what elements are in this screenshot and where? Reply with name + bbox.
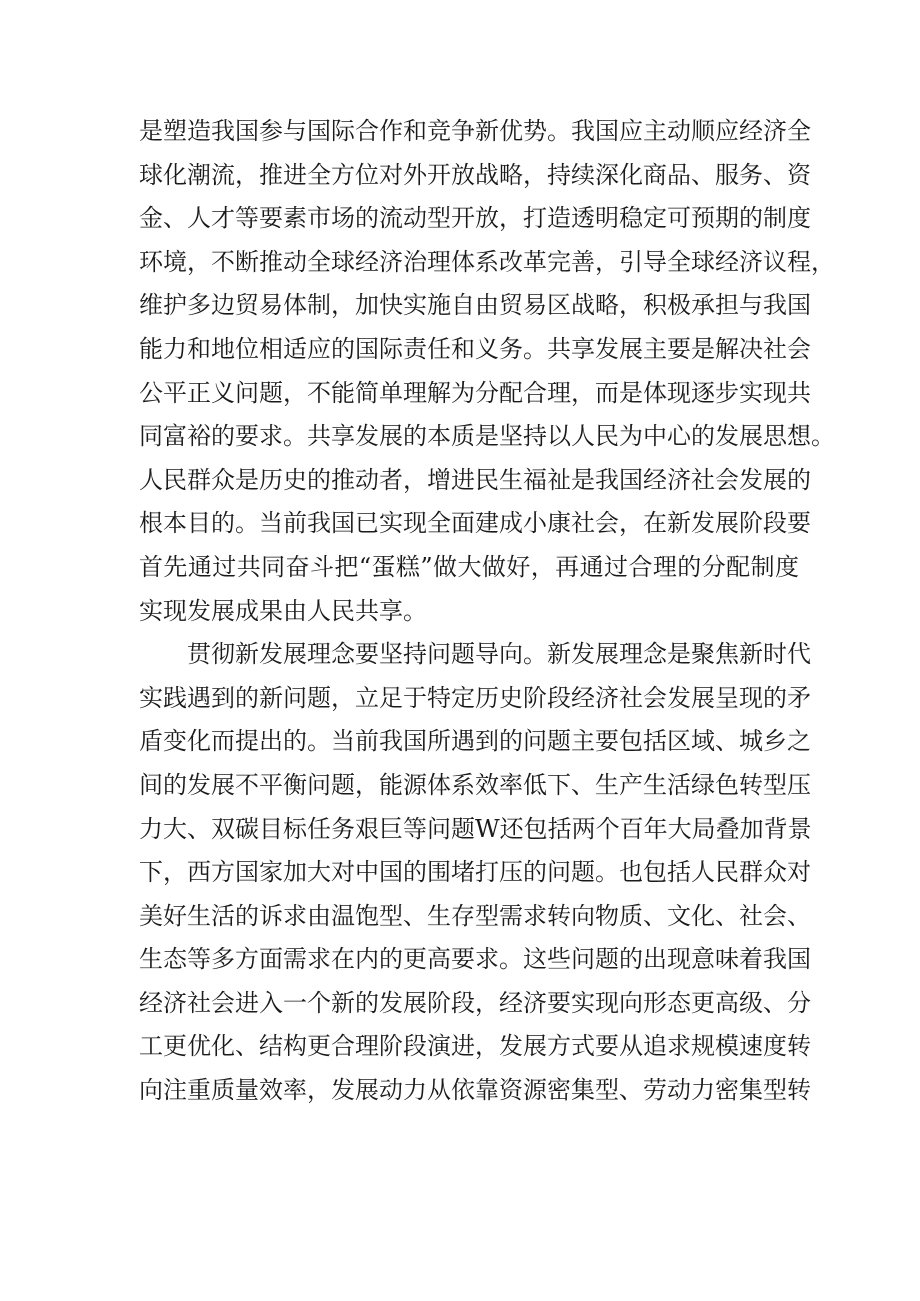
text-line: 向注重质量效率，发展动力从依靠资源密集型、劳动力密集型转	[139, 1076, 811, 1105]
text-line: 能力和地位相适应的国际责任和义务。共享发展主要是解决社会	[139, 334, 811, 363]
text-line: 维护多边贸易体制，加快实施自由贸易区战略，积极承担与我国	[139, 291, 811, 320]
text-line: 美好生活的诉求由温饱型、生存型需求转向物质、文化、社会、	[139, 901, 811, 930]
body-text	[139, 110, 835, 1113]
paragraph-2	[139, 633, 812, 1113]
text-line: 经济社会进入一个新的发展阶段，经济要实现向形态更高级、分	[139, 988, 811, 1017]
text-line: 工更优化、结构更合理阶段演进，发展方式要从追求规模速度转	[139, 1032, 811, 1061]
text-line: 根本目的。当前我国已实现全面建成小康社会，在新发展阶段要	[139, 509, 811, 538]
text-line: 金、人才等要素市场的流动型开放，打造透明稳定可预期的制度	[139, 204, 811, 233]
text-line: 盾变化而提出的。当前我国所遇到的问题主要包括区域、城乡之	[139, 727, 811, 756]
text-line: 球化潮流，推进全方位对外开放战略，持续深化商品、服务、资	[139, 160, 811, 189]
text-line: 下，西方国家加大对中国的围堵打压的问题。也包括人民群众对	[139, 858, 811, 887]
text-line: 环境，不断推动全球经济治理体系改革完善，引导全球经济议程，	[139, 247, 835, 276]
text-line: 人民群众是历史的推动者，增进民生福祉是我国经济社会发展的	[139, 465, 811, 494]
text-line: 首先通过共同奋斗把“蛋糕”做大做好，再通过合理的分配制度	[139, 552, 799, 581]
text-line: 生态等多方面需求在内的更高要求。这些问题的出现意味着我国	[139, 945, 811, 974]
text-line: 实现发展成果由人民共享。	[139, 596, 427, 625]
text-line: 力大、双碳目标任务艰巨等问题W还包括两个百年大局叠加背景	[139, 814, 812, 843]
text-line: 公平正义问题，不能简单理解为分配合理，而是体现逐步实现共	[139, 378, 811, 407]
text-line: 贯彻新发展理念要坚持问题导向。新发展理念是聚焦新时代	[187, 640, 811, 669]
text-line: 间的发展不平衡问题，能源体系效率低下、生产生活绿色转型压	[139, 770, 811, 799]
text-line: 实践遇到的新问题，立足于特定历史阶段经济社会发展呈现的矛	[139, 683, 811, 712]
paragraph-1	[139, 110, 835, 633]
text-line: 同富裕的要求。共享发展的本质是坚持以人民为中心的发展思想。	[139, 422, 835, 451]
text-line: 是塑造我国参与国际合作和竞争新优势。我国应主动顺应经济全	[139, 117, 811, 145]
